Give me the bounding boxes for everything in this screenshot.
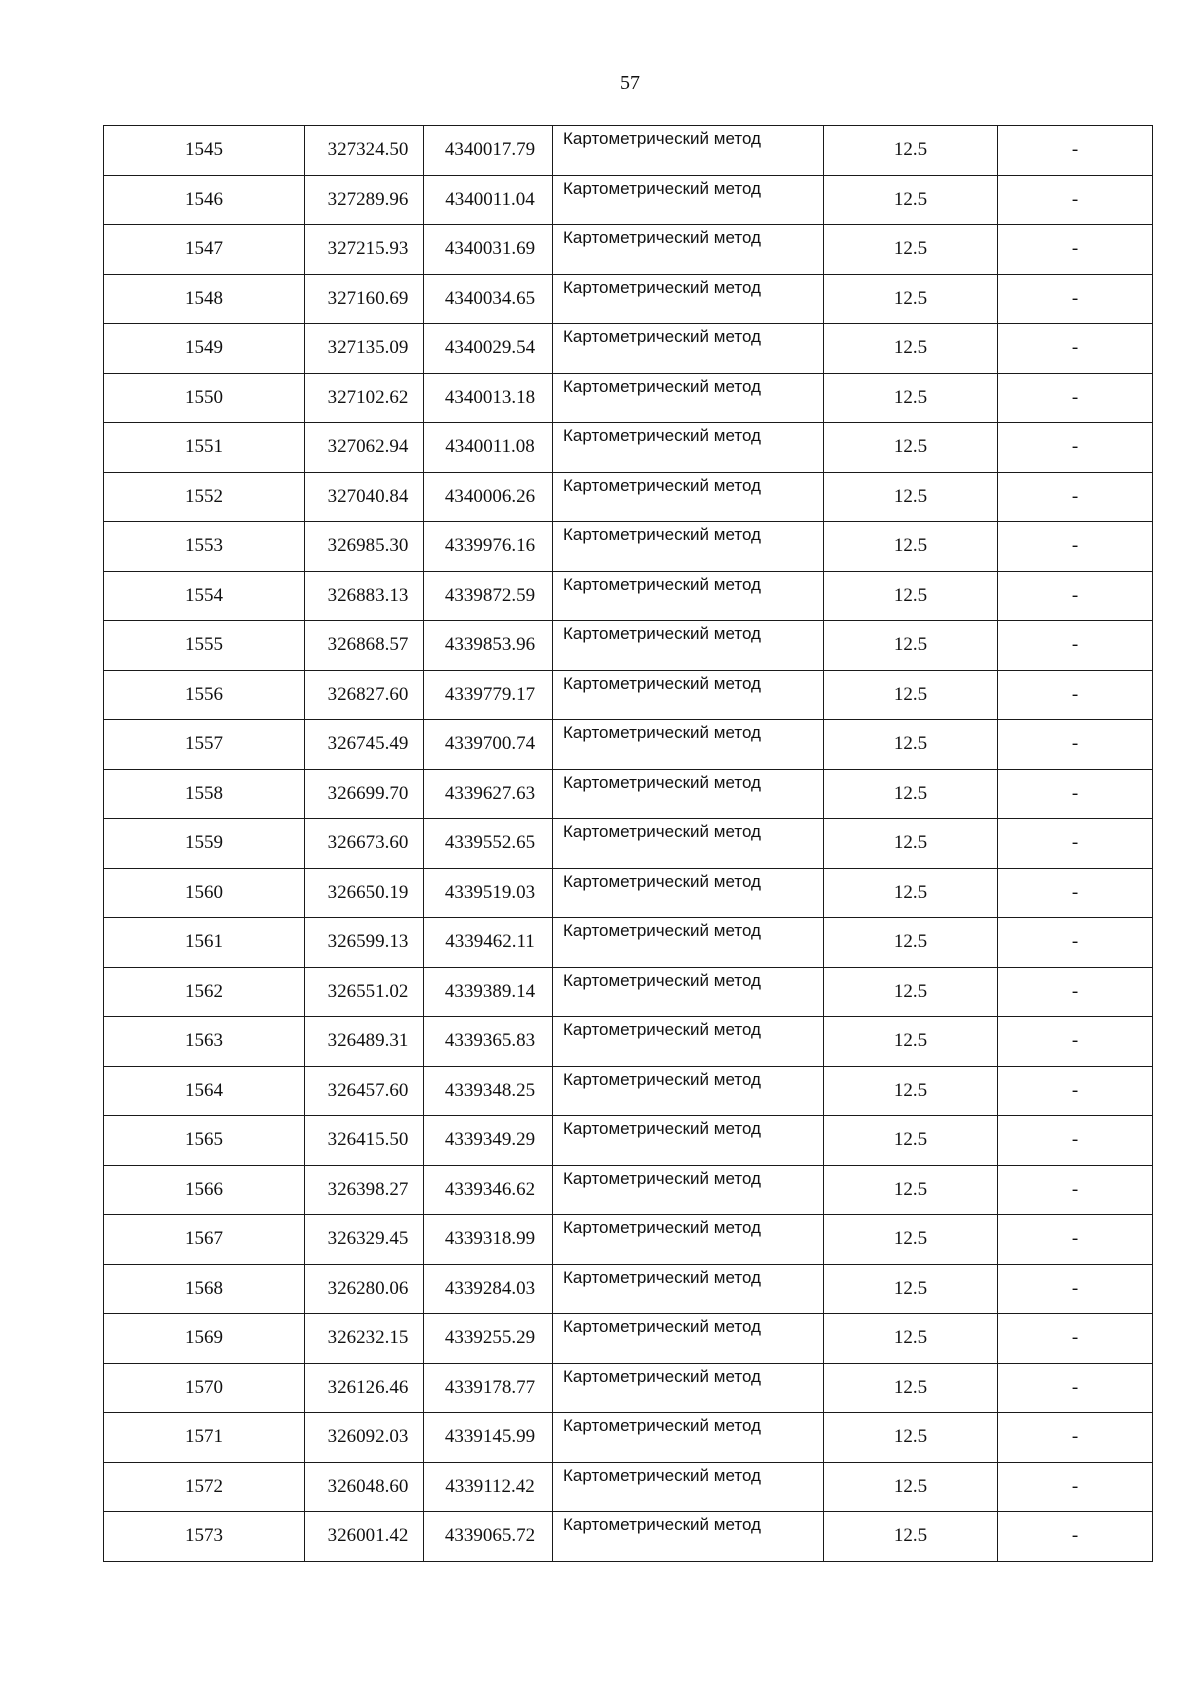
point-number-cell: 1553 — [104, 522, 305, 572]
method-cell: Картометрический метод — [553, 522, 824, 572]
method-cell: Картометрический метод — [553, 324, 824, 374]
point-number-cell: 1550 — [104, 373, 305, 423]
note-cell: - — [998, 274, 1153, 324]
table-row — [104, 1363, 1153, 1413]
note-cell: - — [998, 1363, 1153, 1413]
method-cell: Картометрический метод — [553, 819, 824, 869]
accuracy-cell: 12.5 — [824, 967, 998, 1017]
x-coordinate-cell: 326673.60 — [305, 819, 424, 869]
point-number-cell: 1569 — [104, 1314, 305, 1364]
x-coordinate-cell: 326048.60 — [305, 1462, 424, 1512]
x-coordinate-cell: 327215.93 — [305, 225, 424, 275]
accuracy-cell: 12.5 — [824, 819, 998, 869]
y-coordinate-cell: 4339389.14 — [424, 967, 553, 1017]
x-coordinate-cell: 327062.94 — [305, 423, 424, 473]
y-coordinate-cell: 4340017.79 — [424, 126, 553, 176]
table-row — [104, 126, 1153, 176]
x-coordinate-cell: 326126.46 — [305, 1363, 424, 1413]
table-row — [104, 1413, 1153, 1463]
accuracy-cell: 12.5 — [824, 373, 998, 423]
note-cell: - — [998, 472, 1153, 522]
point-number-cell: 1549 — [104, 324, 305, 374]
method-cell: Картометрический метод — [553, 423, 824, 473]
accuracy-cell: 12.5 — [824, 324, 998, 374]
method-cell: Картометрический метод — [553, 1512, 824, 1562]
point-number-cell: 1568 — [104, 1264, 305, 1314]
method-cell: Картометрический метод — [553, 571, 824, 621]
y-coordinate-cell: 4340029.54 — [424, 324, 553, 374]
note-cell: - — [998, 1165, 1153, 1215]
accuracy-cell: 12.5 — [824, 1215, 998, 1265]
y-coordinate-cell: 4339112.42 — [424, 1462, 553, 1512]
method-cell: Картометрический метод — [553, 1116, 824, 1166]
y-coordinate-cell: 4339349.29 — [424, 1116, 553, 1166]
table-row — [104, 1462, 1153, 1512]
y-coordinate-cell: 4339552.65 — [424, 819, 553, 869]
note-cell: - — [998, 819, 1153, 869]
x-coordinate-cell: 327135.09 — [305, 324, 424, 374]
x-coordinate-cell: 326985.30 — [305, 522, 424, 572]
point-number-cell: 1572 — [104, 1462, 305, 1512]
method-cell: Картометрический метод — [553, 274, 824, 324]
method-cell: Картометрический метод — [553, 225, 824, 275]
method-cell: Картометрический метод — [553, 621, 824, 671]
accuracy-cell: 12.5 — [824, 472, 998, 522]
method-cell: Картометрический метод — [553, 868, 824, 918]
accuracy-cell: 12.5 — [824, 571, 998, 621]
accuracy-cell: 12.5 — [824, 918, 998, 968]
x-coordinate-cell: 326232.15 — [305, 1314, 424, 1364]
method-cell: Картометрический метод — [553, 373, 824, 423]
table-row — [104, 175, 1153, 225]
point-number-cell: 1551 — [104, 423, 305, 473]
note-cell: - — [998, 918, 1153, 968]
table-row — [104, 522, 1153, 572]
table-row — [104, 324, 1153, 374]
table-row — [104, 225, 1153, 275]
method-cell: Картометрический метод — [553, 1215, 824, 1265]
note-cell: - — [998, 373, 1153, 423]
y-coordinate-cell: 4339519.03 — [424, 868, 553, 918]
note-cell: - — [998, 621, 1153, 671]
x-coordinate-cell: 326699.70 — [305, 769, 424, 819]
note-cell: - — [998, 1462, 1153, 1512]
point-number-cell: 1546 — [104, 175, 305, 225]
accuracy-cell: 12.5 — [824, 670, 998, 720]
accuracy-cell: 12.5 — [824, 522, 998, 572]
note-cell: - — [998, 522, 1153, 572]
note-cell: - — [998, 1066, 1153, 1116]
note-cell: - — [998, 423, 1153, 473]
table-row — [104, 967, 1153, 1017]
note-cell: - — [998, 967, 1153, 1017]
table-row — [104, 1314, 1153, 1364]
table-row — [104, 819, 1153, 869]
accuracy-cell: 12.5 — [824, 225, 998, 275]
note-cell: - — [998, 1512, 1153, 1562]
table-row — [104, 472, 1153, 522]
x-coordinate-cell: 326329.45 — [305, 1215, 424, 1265]
x-coordinate-cell: 327289.96 — [305, 175, 424, 225]
accuracy-cell: 12.5 — [824, 621, 998, 671]
x-coordinate-cell: 326001.42 — [305, 1512, 424, 1562]
point-number-cell: 1554 — [104, 571, 305, 621]
note-cell: - — [998, 720, 1153, 770]
method-cell: Картометрический метод — [553, 175, 824, 225]
x-coordinate-cell: 327102.62 — [305, 373, 424, 423]
method-cell: Картометрический метод — [553, 1314, 824, 1364]
accuracy-cell: 12.5 — [824, 175, 998, 225]
accuracy-cell: 12.5 — [824, 274, 998, 324]
accuracy-cell: 12.5 — [824, 1066, 998, 1116]
x-coordinate-cell: 326599.13 — [305, 918, 424, 968]
table-row — [104, 1512, 1153, 1562]
note-cell: - — [998, 1264, 1153, 1314]
point-number-cell: 1548 — [104, 274, 305, 324]
y-coordinate-cell: 4339700.74 — [424, 720, 553, 770]
accuracy-cell: 12.5 — [824, 1363, 998, 1413]
x-coordinate-cell: 326092.03 — [305, 1413, 424, 1463]
point-number-cell: 1559 — [104, 819, 305, 869]
y-coordinate-cell: 4339365.83 — [424, 1017, 553, 1067]
method-cell: Картометрический метод — [553, 720, 824, 770]
x-coordinate-cell: 326650.19 — [305, 868, 424, 918]
point-number-cell: 1555 — [104, 621, 305, 671]
method-cell: Картометрический метод — [553, 1363, 824, 1413]
table-row — [104, 423, 1153, 473]
method-cell: Картометрический метод — [553, 967, 824, 1017]
y-coordinate-cell: 4339145.99 — [424, 1413, 553, 1463]
y-coordinate-cell: 4339779.17 — [424, 670, 553, 720]
table-body — [104, 126, 1153, 1562]
y-coordinate-cell: 4339348.25 — [424, 1066, 553, 1116]
accuracy-cell: 12.5 — [824, 126, 998, 176]
accuracy-cell: 12.5 — [824, 1264, 998, 1314]
x-coordinate-cell: 326883.13 — [305, 571, 424, 621]
table-row — [104, 1165, 1153, 1215]
note-cell: - — [998, 769, 1153, 819]
note-cell: - — [998, 1413, 1153, 1463]
table-row — [104, 373, 1153, 423]
coordinates-table — [103, 125, 1153, 1562]
point-number-cell: 1560 — [104, 868, 305, 918]
method-cell: Картометрический метод — [553, 126, 824, 176]
x-coordinate-cell: 327040.84 — [305, 472, 424, 522]
note-cell: - — [998, 571, 1153, 621]
accuracy-cell: 12.5 — [824, 1314, 998, 1364]
accuracy-cell: 12.5 — [824, 868, 998, 918]
y-coordinate-cell: 4340031.69 — [424, 225, 553, 275]
note-cell: - — [998, 225, 1153, 275]
y-coordinate-cell: 4339065.72 — [424, 1512, 553, 1562]
point-number-cell: 1558 — [104, 769, 305, 819]
point-number-cell: 1552 — [104, 472, 305, 522]
method-cell: Картометрический метод — [553, 769, 824, 819]
note-cell: - — [998, 175, 1153, 225]
x-coordinate-cell: 326551.02 — [305, 967, 424, 1017]
note-cell: - — [998, 1017, 1153, 1067]
x-coordinate-cell: 326745.49 — [305, 720, 424, 770]
note-cell: - — [998, 126, 1153, 176]
table-row — [104, 1215, 1153, 1265]
method-cell: Картометрический метод — [553, 472, 824, 522]
accuracy-cell: 12.5 — [824, 1462, 998, 1512]
point-number-cell: 1561 — [104, 918, 305, 968]
y-coordinate-cell: 4339255.29 — [424, 1314, 553, 1364]
table-row — [104, 670, 1153, 720]
point-number-cell: 1562 — [104, 967, 305, 1017]
table-row — [104, 571, 1153, 621]
note-cell: - — [998, 868, 1153, 918]
accuracy-cell: 12.5 — [824, 720, 998, 770]
method-cell: Картометрический метод — [553, 1413, 824, 1463]
point-number-cell: 1567 — [104, 1215, 305, 1265]
accuracy-cell: 12.5 — [824, 1116, 998, 1166]
point-number-cell: 1545 — [104, 126, 305, 176]
x-coordinate-cell: 327324.50 — [305, 126, 424, 176]
accuracy-cell: 12.5 — [824, 1017, 998, 1067]
table-row — [104, 1066, 1153, 1116]
y-coordinate-cell: 4339178.77 — [424, 1363, 553, 1413]
y-coordinate-cell: 4340034.65 — [424, 274, 553, 324]
y-coordinate-cell: 4339627.63 — [424, 769, 553, 819]
method-cell: Картометрический метод — [553, 918, 824, 968]
table-row — [104, 918, 1153, 968]
y-coordinate-cell: 4340011.08 — [424, 423, 553, 473]
y-coordinate-cell: 4339462.11 — [424, 918, 553, 968]
y-coordinate-cell: 4339284.03 — [424, 1264, 553, 1314]
method-cell: Картометрический метод — [553, 1017, 824, 1067]
y-coordinate-cell: 4339318.99 — [424, 1215, 553, 1265]
note-cell: - — [998, 670, 1153, 720]
table-row — [104, 868, 1153, 918]
y-coordinate-cell: 4339346.62 — [424, 1165, 553, 1215]
method-cell: Картометрический метод — [553, 1165, 824, 1215]
page-number: 57 — [620, 72, 640, 94]
accuracy-cell: 12.5 — [824, 1512, 998, 1562]
point-number-cell: 1563 — [104, 1017, 305, 1067]
point-number-cell: 1556 — [104, 670, 305, 720]
point-number-cell: 1547 — [104, 225, 305, 275]
y-coordinate-cell: 4339872.59 — [424, 571, 553, 621]
y-coordinate-cell: 4339976.16 — [424, 522, 553, 572]
x-coordinate-cell: 327160.69 — [305, 274, 424, 324]
accuracy-cell: 12.5 — [824, 423, 998, 473]
method-cell: Картометрический метод — [553, 1264, 824, 1314]
accuracy-cell: 12.5 — [824, 769, 998, 819]
accuracy-cell: 12.5 — [824, 1165, 998, 1215]
x-coordinate-cell: 326489.31 — [305, 1017, 424, 1067]
note-cell: - — [998, 1314, 1153, 1364]
point-number-cell: 1570 — [104, 1363, 305, 1413]
method-cell: Картометрический метод — [553, 1066, 824, 1116]
table-row — [104, 274, 1153, 324]
note-cell: - — [998, 324, 1153, 374]
point-number-cell: 1564 — [104, 1066, 305, 1116]
point-number-cell: 1571 — [104, 1413, 305, 1463]
table-row — [104, 769, 1153, 819]
point-number-cell: 1557 — [104, 720, 305, 770]
y-coordinate-cell: 4339853.96 — [424, 621, 553, 671]
x-coordinate-cell: 326280.06 — [305, 1264, 424, 1314]
table-row — [104, 1264, 1153, 1314]
y-coordinate-cell: 4340006.26 — [424, 472, 553, 522]
y-coordinate-cell: 4340013.18 — [424, 373, 553, 423]
x-coordinate-cell: 326868.57 — [305, 621, 424, 671]
note-cell: - — [998, 1215, 1153, 1265]
note-cell: - — [998, 1116, 1153, 1166]
point-number-cell: 1566 — [104, 1165, 305, 1215]
table-row — [104, 621, 1153, 671]
point-number-cell: 1565 — [104, 1116, 305, 1166]
x-coordinate-cell: 326415.50 — [305, 1116, 424, 1166]
table-row — [104, 1116, 1153, 1166]
table-row — [104, 1017, 1153, 1067]
y-coordinate-cell: 4340011.04 — [424, 175, 553, 225]
table-row — [104, 720, 1153, 770]
method-cell: Картометрический метод — [553, 1462, 824, 1512]
x-coordinate-cell: 326398.27 — [305, 1165, 424, 1215]
point-number-cell: 1573 — [104, 1512, 305, 1562]
accuracy-cell: 12.5 — [824, 1413, 998, 1463]
x-coordinate-cell: 326457.60 — [305, 1066, 424, 1116]
method-cell: Картометрический метод — [553, 670, 824, 720]
x-coordinate-cell: 326827.60 — [305, 670, 424, 720]
